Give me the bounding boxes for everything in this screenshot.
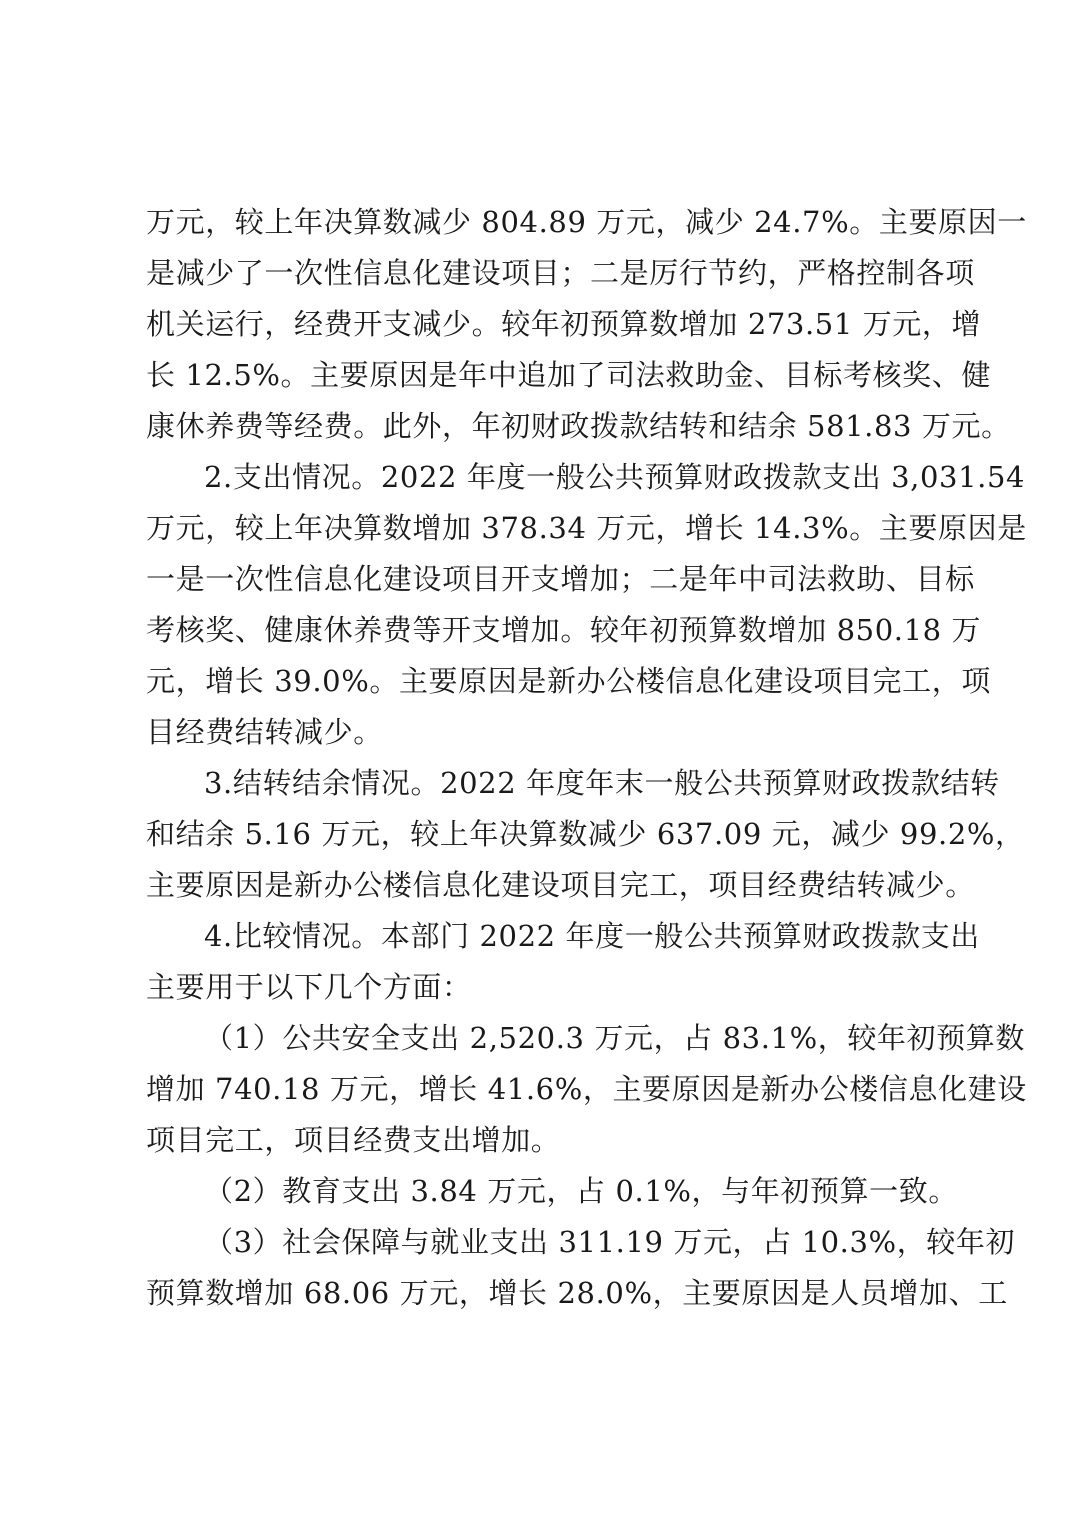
text-line: 目经费结转减少。 — [146, 715, 383, 749]
paragraph-public-safety — [146, 1013, 1027, 1166]
paragraph-social-security — [146, 1217, 1016, 1319]
text-line: 3.结转结余情况。2022 年度年末一般公共预算财政拨款结转 — [204, 766, 1000, 800]
text-line: 元，增长 39.0%。主要原因是新办公楼信息化建设项目完工，项 — [146, 664, 991, 698]
paragraph-expenditure — [146, 452, 1027, 758]
text-line: 康休养费等经费。此外，年初财政拨款结转和结余 581.83 万元。 — [146, 409, 1011, 443]
paragraph-revenue-continued — [146, 197, 1027, 452]
text-line: 2.支出情况。2022 年度一般公共预算财政拨款支出 3,031.54 — [204, 460, 1026, 494]
text-line: 万元，较上年决算数减少 804.89 万元，减少 24.7%。主要原因一 — [146, 205, 1027, 239]
document-body — [146, 197, 1027, 1319]
text-line: （3）社会保障与就业支出 311.19 万元，占 10.3%，较年初 — [204, 1225, 1016, 1259]
text-line: 长 12.5%。主要原因是年中追加了司法救助金、目标考核奖、健 — [146, 358, 991, 392]
text-line: 一是一次性信息化建设项目开支增加；二是年中司法救助、目标 — [146, 562, 975, 596]
paragraph-education — [146, 1166, 958, 1217]
paragraph-carryover — [146, 758, 1025, 911]
text-line: 万元，较上年决算数增加 378.34 万元，增长 14.3%。主要原因是 — [146, 511, 1027, 545]
text-line: 是减少了一次性信息化建设项目；二是厉行节约，严格控制各项 — [146, 256, 975, 290]
text-line: （1）公共安全支出 2,520.3 万元，占 83.1%，较年初预算数 — [204, 1021, 1025, 1055]
text-line: 主要用于以下几个方面： — [146, 970, 472, 1004]
paragraph-comparison — [146, 911, 980, 1013]
text-line: 项目完工，项目经费支出增加。 — [146, 1123, 561, 1157]
text-line: 预算数增加 68.06 万元，增长 28.0%，主要原因是人员增加、工 — [146, 1276, 1008, 1310]
text-line: 主要原因是新办公楼信息化建设项目完工，项目经费结转减少。 — [146, 868, 975, 902]
text-line: 机关运行，经费开支减少。较年初预算数增加 273.51 万元，增 — [146, 307, 982, 341]
text-line: （2）教育支出 3.84 万元，占 0.1%，与年初预算一致。 — [204, 1174, 958, 1208]
text-line: 4.比较情况。本部门 2022 年度一般公共预算财政拨款支出 — [204, 919, 980, 953]
text-line: 和结余 5.16 万元，较上年决算数减少 637.09 元，减少 99.2%， — [146, 817, 1025, 851]
text-line: 增加 740.18 万元，增长 41.6%，主要原因是新办公楼信息化建设 — [146, 1072, 1027, 1106]
text-line: 考核奖、健康休养费等开支增加。较年初预算数增加 850.18 万 — [146, 613, 982, 647]
